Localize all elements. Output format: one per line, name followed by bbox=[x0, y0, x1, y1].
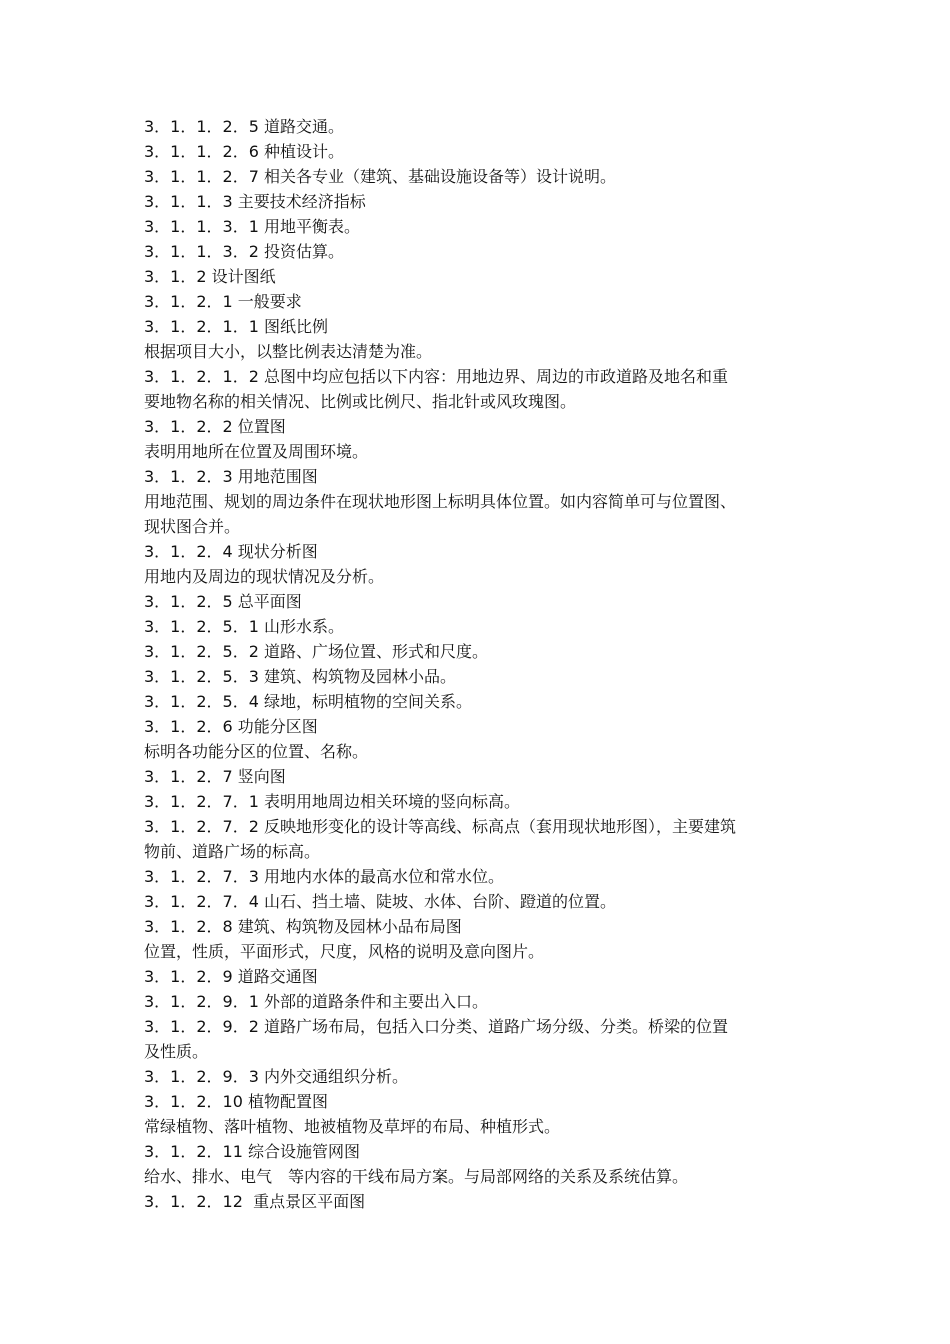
text-line: 3．1．1．2．5 道路交通。 bbox=[144, 117, 344, 136]
section-heading: 3．1．2．2 位置图 bbox=[144, 417, 286, 436]
section-heading: 3．1．2．1 一般要求 bbox=[144, 292, 302, 311]
text-line: 给水、排水、电气 等内容的干线布局方案。与局部网络的关系及系统估算。 bbox=[144, 1167, 689, 1186]
section-heading: 3．1．2．11 综合设施管网图 bbox=[144, 1142, 360, 1161]
section-heading: 3．1．2．8 建筑、构筑物及园林小品布局图 bbox=[144, 917, 462, 936]
text-line: 用地范围、规划的周边条件在现状地形图上标明具体位置。如内容简单可与位置图、 bbox=[144, 492, 737, 511]
document-body bbox=[144, 114, 824, 1214]
text-line: 3．1．2．1．1 图纸比例 bbox=[144, 317, 328, 336]
section-heading: 3．1．2．6 功能分区图 bbox=[144, 717, 318, 736]
text-line: 标明各功能分区的位置、名称。 bbox=[144, 742, 369, 761]
text-line: 3．1．1．3．1 用地平衡表。 bbox=[144, 217, 360, 236]
section-heading: 3．1．2．12 重点景区平面图 bbox=[144, 1192, 366, 1211]
text-line: 3．1．2．5．4 绿地，标明植物的空间关系。 bbox=[144, 692, 472, 711]
text-line: 3．1．2．7．2 反映地形变化的设计等高线、标高点（套用现状地形图），主要建筑 bbox=[144, 817, 736, 836]
text-line: 3．1．2．7．3 用地内水体的最高水位和常水位。 bbox=[144, 867, 504, 886]
text-line: 3．1．2．5．3 建筑、构筑物及园林小品。 bbox=[144, 667, 456, 686]
section-heading: 3．1．2 设计图纸 bbox=[144, 267, 276, 286]
text-line: 3．1．2．7．4 山石、挡土墙、陡坡、水体、台阶、蹬道的位置。 bbox=[144, 892, 616, 911]
text-line: 位置，性质，平面形式，尺度，风格的说明及意向图片。 bbox=[144, 942, 545, 961]
text-line: 3．1．2．7．1 表明用地周边相关环境的竖向标高。 bbox=[144, 792, 520, 811]
section-heading: 3．1．1．3 主要技术经济指标 bbox=[144, 192, 366, 211]
text-line: 3．1．1．3．2 投资估算。 bbox=[144, 242, 344, 261]
text-line: 要地物名称的相关情况、比例或比例尺、指北针或风玫瑰图。 bbox=[144, 392, 577, 411]
text-line: 3．1．2．9．3 内外交通组织分析。 bbox=[144, 1067, 408, 1086]
text-line: 常绿植物、落叶植物、地被植物及草坪的布局、种植形式。 bbox=[144, 1117, 561, 1136]
text-line: 3．1．2．9．1 外部的道路条件和主要出入口。 bbox=[144, 992, 488, 1011]
section-heading: 3．1．2．4 现状分析图 bbox=[144, 542, 318, 561]
text-line: 3．1．2．5．1 山形水系。 bbox=[144, 617, 344, 636]
section-heading: 3．1．2．10 植物配置图 bbox=[144, 1092, 328, 1111]
text-line: 现状图合并。 bbox=[144, 517, 241, 536]
text-line: 3．1．2．5．2 道路、广场位置、形式和尺度。 bbox=[144, 642, 488, 661]
text-line: 3．1．2．9．2 道路广场布局，包括入口分类、道路广场分级、分类。桥梁的位置 bbox=[144, 1017, 728, 1036]
text-line: 用地内及周边的现状情况及分析。 bbox=[144, 567, 385, 586]
section-heading: 3．1．2．9 道路交通图 bbox=[144, 967, 318, 986]
section-heading: 3．1．2．7 竖向图 bbox=[144, 767, 286, 786]
text-line: 3．1．1．2．6 种植设计。 bbox=[144, 142, 344, 161]
section-heading: 3．1．2．3 用地范围图 bbox=[144, 467, 318, 486]
text-line: 及性质。 bbox=[144, 1042, 209, 1061]
text-line: 3．1．1．2．7 相关各专业（建筑、基础设施设备等）设计说明。 bbox=[144, 167, 616, 186]
text-line: 根据项目大小，以整比例表达清楚为准。 bbox=[144, 342, 433, 361]
text-line: 3．1．2．1．2 总图中均应包括以下内容：用地边界、周边的市政道路及地名和重 bbox=[144, 367, 728, 386]
text-line: 表明用地所在位置及周围环境。 bbox=[144, 442, 369, 461]
section-heading: 3．1．2．5 总平面图 bbox=[144, 592, 302, 611]
text-line: 物前、道路广场的标高。 bbox=[144, 842, 321, 861]
